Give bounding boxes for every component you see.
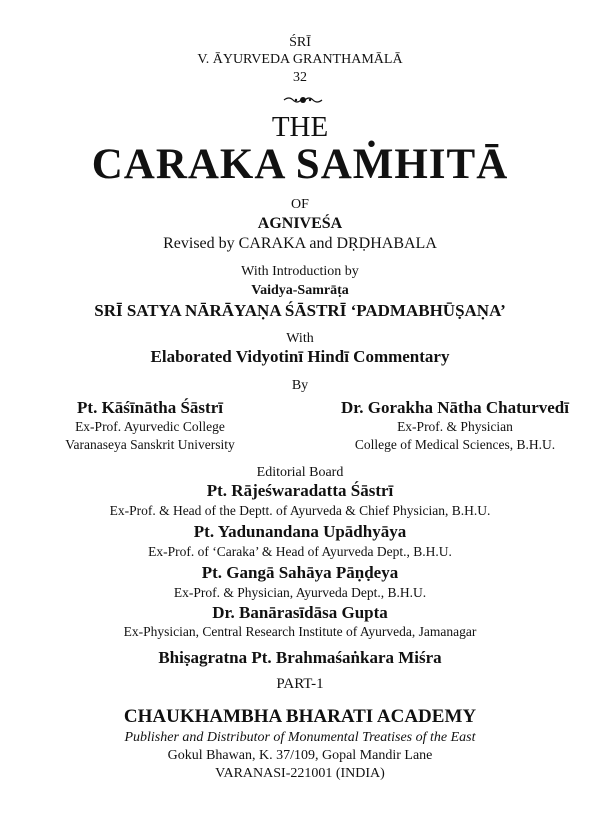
revised-by: Revised by CARAKA and DṚḌHABALA xyxy=(163,235,437,252)
intro-label: With Introduction by xyxy=(241,264,359,279)
with-label: With xyxy=(286,331,314,346)
author-right-name: Dr. Gorakha Nātha Chaturvedī xyxy=(341,398,569,417)
author-left xyxy=(0,398,300,454)
series-name: V. ĀYURVEDA GRANTHAMĀLĀ xyxy=(197,52,403,67)
part-label: PART-1 xyxy=(276,676,324,692)
editor-3-name: Pt. Gangā Sahāya Pāṇḍeya xyxy=(201,563,399,582)
editor-5-name: Bhiṣagratna Pt. Brahmaśaṅkara Miśra xyxy=(158,648,442,667)
editor-1-desc: Ex-Prof. & Head of the Deptt. of Ayurveda & Chief Physician, B.H.U. xyxy=(109,503,491,518)
intro-honorific: Vaidya-Samrāṭa xyxy=(251,283,349,298)
editorial-board-heading: Editorial Board xyxy=(256,465,344,480)
editor-2-desc: Ex-Prof. of ‘Caraka’ & Head of Ayurveda Dept., B.H.U. xyxy=(148,544,452,559)
series-sri: ŚRĪ xyxy=(289,35,311,50)
title-the: THE xyxy=(271,111,329,143)
editor-3-desc: Ex-Prof. & Physician, Ayurveda Dept., B.H.U. xyxy=(173,585,427,600)
editor-4-name: Dr. Banārasīdāsa Gupta xyxy=(212,603,388,622)
of-label: OF xyxy=(291,197,309,212)
author-right-line1: Ex-Prof. & Physician xyxy=(397,419,513,434)
author-left-line2: Varanaseya Sanskrit University xyxy=(65,437,235,452)
by-label: By xyxy=(291,378,309,393)
publisher-address: Gokul Bhawan, K. 37/109, Gopal Mandir Lane xyxy=(167,748,433,763)
author-left-name: Pt. Kāśīnātha Śāstrī xyxy=(77,398,223,417)
book-title: CARAKA SAṀHITĀ xyxy=(91,141,509,188)
publisher-tagline: Publisher and Distributor of Monumental Treatises of the East xyxy=(124,730,476,745)
author-right xyxy=(310,398,600,454)
series-number: 32 xyxy=(293,70,307,85)
publisher-name: CHAUKHAMBHA BHARATI ACADEMY xyxy=(123,706,477,727)
author-left-line1: Ex-Prof. Ayurvedic College xyxy=(75,419,225,434)
intro-name: SRĪ SATYA NĀRĀYAṆA ŚĀSTRĪ ‘PADMABHŪṢAṆA’ xyxy=(94,301,506,320)
editor-1-name: Pt. Rājeśwaradatta Śāstrī xyxy=(206,481,394,500)
floral-ornament-icon xyxy=(283,95,323,105)
editor-4-desc: Ex-Physician, Central Research Institute of Ayurveda, Jamanagar xyxy=(123,624,477,639)
editor-2-name: Pt. Yadunandana Upādhyāya xyxy=(193,522,407,541)
author-right-line2: College of Medical Sciences, B.H.U. xyxy=(354,437,556,452)
publisher-city: VARANASI-221001 (INDIA) xyxy=(215,766,385,781)
commentary-title: Elaborated Vidyotinī Hindī Commentary xyxy=(150,347,450,366)
author-agnivesa: AGNIVEŚA xyxy=(257,215,343,232)
